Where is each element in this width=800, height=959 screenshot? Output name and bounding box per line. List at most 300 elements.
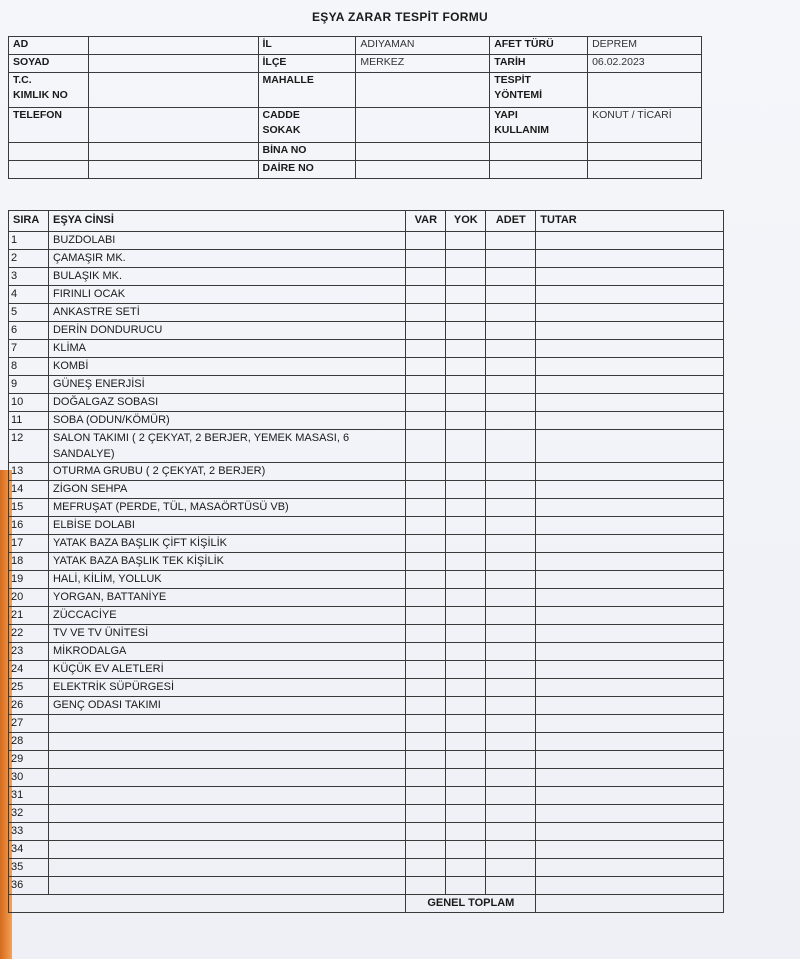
telefon-field[interactable]	[88, 108, 258, 143]
yok-check[interactable]	[446, 499, 486, 517]
row-number: 9	[9, 376, 49, 394]
row-number: 10	[9, 394, 49, 412]
tutar-field[interactable]	[536, 607, 724, 625]
row-number: 31	[9, 787, 49, 805]
adet-field[interactable]	[486, 499, 536, 517]
yok-check[interactable]	[446, 430, 486, 463]
var-check[interactable]	[406, 430, 446, 463]
tutar-field[interactable]	[536, 679, 724, 697]
tutar-field[interactable]	[536, 394, 724, 412]
yok-check[interactable]	[446, 232, 486, 250]
item-name[interactable]: SALON TAKIMI ( 2 ÇEKYAT, 2 BERJER, YEMEK MASASI, 6 SANDALYE)	[48, 430, 405, 463]
tutar-field[interactable]	[536, 430, 724, 463]
row-number: 1	[9, 232, 49, 250]
item-name[interactable]: ÇAMAŞIR MK.	[48, 250, 405, 268]
var-check[interactable]	[406, 733, 446, 751]
var-check[interactable]	[406, 499, 446, 517]
adet-field[interactable]	[486, 607, 536, 625]
tutar-field[interactable]	[536, 358, 724, 376]
row-number: 24	[9, 661, 49, 679]
telefon-label: TELEFON	[9, 108, 89, 143]
row-number: 30	[9, 769, 49, 787]
row-number: 26	[9, 697, 49, 715]
blank-cell	[88, 143, 258, 161]
table-row	[9, 358, 724, 376]
yok-check[interactable]	[446, 805, 486, 823]
tutar-field[interactable]	[536, 715, 724, 733]
yok-check[interactable]	[446, 463, 486, 481]
yok-check[interactable]	[446, 625, 486, 643]
yok-check[interactable]	[446, 304, 486, 322]
table-row	[9, 859, 724, 877]
afet-label: AFET TÜRÜ	[490, 37, 588, 55]
item-name[interactable]: MEFRUŞAT (PERDE, TÜL, MASAÖRTÜSÜ VB)	[48, 499, 405, 517]
var-check[interactable]	[406, 286, 446, 304]
row-number: 7	[9, 340, 49, 358]
tutar-field[interactable]	[536, 463, 724, 481]
adet-field[interactable]	[486, 250, 536, 268]
sokak-label: SOKAK	[262, 124, 301, 136]
var-check[interactable]	[406, 805, 446, 823]
table-row	[9, 661, 724, 679]
row-number: 18	[9, 553, 49, 571]
var-check[interactable]	[406, 268, 446, 286]
item-name[interactable]: ZÜCCACİYE	[48, 607, 405, 625]
var-check[interactable]	[406, 697, 446, 715]
table-row	[9, 805, 724, 823]
blank-cell	[9, 161, 89, 179]
table-row	[9, 535, 724, 553]
blank-cell	[9, 143, 89, 161]
row-number: 25	[9, 679, 49, 697]
adet-field[interactable]	[486, 697, 536, 715]
tutar-field[interactable]	[536, 250, 724, 268]
item-name[interactable]: ELEKTRİK SÜPÜRGESİ	[48, 679, 405, 697]
row-number: 4	[9, 286, 49, 304]
row-number: 8	[9, 358, 49, 376]
item-name[interactable]	[48, 787, 405, 805]
var-check[interactable]	[406, 358, 446, 376]
item-name[interactable]: KOMBİ	[48, 358, 405, 376]
row-number: 2	[9, 250, 49, 268]
item-name[interactable]	[48, 823, 405, 841]
soyad-label: SOYAD	[9, 55, 89, 73]
tutar-field[interactable]	[536, 751, 724, 769]
tutar-field[interactable]	[536, 571, 724, 589]
row-number: 15	[9, 499, 49, 517]
table-row	[9, 286, 724, 304]
table-row	[9, 715, 724, 733]
item-name[interactable]	[48, 877, 405, 895]
tutar-field[interactable]	[536, 877, 724, 895]
blank-cell	[588, 143, 702, 161]
item-name[interactable]	[48, 769, 405, 787]
var-check[interactable]	[406, 232, 446, 250]
item-name[interactable]	[48, 841, 405, 859]
tutar-field[interactable]	[536, 697, 724, 715]
row-number: 34	[9, 841, 49, 859]
cadde-label: CADDE	[262, 109, 300, 121]
tutar-field[interactable]	[536, 589, 724, 607]
row-number: 36	[9, 877, 49, 895]
row-number: 6	[9, 322, 49, 340]
yok-check[interactable]	[446, 697, 486, 715]
adet-field[interactable]	[486, 394, 536, 412]
mahalle-label: MAHALLE	[258, 73, 356, 108]
bina-label: BİNA NO	[258, 143, 356, 161]
var-check[interactable]	[406, 679, 446, 697]
var-check[interactable]	[406, 859, 446, 877]
row-number: 14	[9, 481, 49, 499]
yok-check[interactable]	[446, 535, 486, 553]
row-number: 21	[9, 607, 49, 625]
yok-check[interactable]	[446, 679, 486, 697]
tutar-field[interactable]	[536, 643, 724, 661]
var-check[interactable]	[406, 643, 446, 661]
var-check[interactable]	[406, 340, 446, 358]
yok-check[interactable]	[446, 517, 486, 535]
ad-field[interactable]	[88, 37, 258, 55]
yok-check[interactable]	[446, 376, 486, 394]
row-number: 11	[9, 412, 49, 430]
cadde-field[interactable]	[356, 108, 490, 143]
var-check[interactable]	[406, 394, 446, 412]
table-row	[9, 679, 724, 697]
item-name[interactable]: DOĞALGAZ SOBASI	[48, 394, 405, 412]
table-row	[9, 841, 724, 859]
var-check[interactable]	[406, 517, 446, 535]
blank-cell	[490, 143, 588, 161]
cadde-sokak-label	[258, 108, 356, 143]
item-name[interactable]: YATAK BAZA BAŞLIK TEK KİŞİLİK	[48, 553, 405, 571]
item-name[interactable]	[48, 715, 405, 733]
tarih-label: TARİH	[490, 55, 588, 73]
table-row	[9, 517, 724, 535]
var-check[interactable]	[406, 250, 446, 268]
row-number: 22	[9, 625, 49, 643]
row-number: 20	[9, 589, 49, 607]
yapi-label-cell	[490, 108, 588, 143]
item-name[interactable]: MİKRODALGA	[48, 643, 405, 661]
adet-field[interactable]	[486, 661, 536, 679]
ilce-value[interactable]: MERKEZ	[356, 55, 490, 73]
item-name[interactable]: BUZDOLABI	[48, 232, 405, 250]
item-name[interactable]	[48, 805, 405, 823]
yok-check[interactable]	[446, 859, 486, 877]
yok-check[interactable]	[446, 769, 486, 787]
blank-cell	[588, 161, 702, 179]
var-check[interactable]	[406, 751, 446, 769]
item-name[interactable]: ANKASTRE SETİ	[48, 304, 405, 322]
table-row	[9, 607, 724, 625]
yapi-value[interactable]: KONUT / TİCARİ	[588, 108, 702, 143]
yok-check[interactable]	[446, 412, 486, 430]
table-row	[9, 877, 724, 895]
table-row	[9, 322, 724, 340]
tutar-field[interactable]	[536, 859, 724, 877]
item-name[interactable]: YORGAN, BATTANİYE	[48, 589, 405, 607]
yok-check[interactable]	[446, 553, 486, 571]
table-row	[9, 751, 724, 769]
blank-cell	[490, 161, 588, 179]
tarih-value[interactable]: 06.02.2023	[588, 55, 702, 73]
yok-check[interactable]	[446, 358, 486, 376]
var-check[interactable]	[406, 571, 446, 589]
ilce-label: İLÇE	[258, 55, 356, 73]
row-number: 35	[9, 859, 49, 877]
table-row	[9, 733, 724, 751]
adet-field[interactable]	[486, 805, 536, 823]
yok-check[interactable]	[446, 268, 486, 286]
tutar-field[interactable]	[536, 232, 724, 250]
adet-field[interactable]	[486, 376, 536, 394]
kullanim-label: KULLANIM	[494, 124, 550, 136]
tespit-field[interactable]	[588, 73, 702, 108]
adet-field[interactable]	[486, 553, 536, 571]
var-check[interactable]	[406, 625, 446, 643]
var-header: VAR	[406, 211, 446, 232]
table-row	[9, 643, 724, 661]
adet-field[interactable]	[486, 232, 536, 250]
row-number: 28	[9, 733, 49, 751]
adet-field[interactable]	[486, 841, 536, 859]
var-check[interactable]	[406, 553, 446, 571]
tc-label: T.C.	[13, 74, 32, 86]
table-row	[9, 787, 724, 805]
tutar-field[interactable]	[536, 340, 724, 358]
item-name[interactable]: KÜÇÜK EV ALETLERİ	[48, 661, 405, 679]
yok-check[interactable]	[446, 286, 486, 304]
tutar-field[interactable]	[536, 322, 724, 340]
items-body	[9, 232, 724, 895]
bina-field[interactable]	[356, 143, 490, 161]
adet-header: ADET	[486, 211, 536, 232]
table-row	[9, 250, 724, 268]
adet-field[interactable]	[486, 322, 536, 340]
adet-field[interactable]	[486, 715, 536, 733]
var-check[interactable]	[406, 589, 446, 607]
adet-field[interactable]	[486, 769, 536, 787]
yok-check[interactable]	[446, 751, 486, 769]
item-name[interactable]: GÜNEŞ ENERJİSİ	[48, 376, 405, 394]
adet-field[interactable]	[486, 535, 536, 553]
row-number: 23	[9, 643, 49, 661]
table-row	[9, 499, 724, 517]
il-value[interactable]: ADIYAMAN	[356, 37, 490, 55]
tutar-field[interactable]	[536, 376, 724, 394]
yok-check[interactable]	[446, 607, 486, 625]
yapi-label: YAPI	[494, 109, 518, 121]
var-check[interactable]	[406, 841, 446, 859]
adet-field[interactable]	[486, 304, 536, 322]
table-row	[9, 823, 724, 841]
adet-field[interactable]	[486, 268, 536, 286]
var-check[interactable]	[406, 715, 446, 733]
adet-field[interactable]	[486, 877, 536, 895]
genel-toplam-field[interactable]	[536, 895, 724, 913]
yok-check[interactable]	[446, 733, 486, 751]
adet-field[interactable]	[486, 751, 536, 769]
tutar-field[interactable]	[536, 823, 724, 841]
tutar-field[interactable]	[536, 286, 724, 304]
form-title: EŞYA ZARAR TESPİT FORMU	[311, 10, 489, 24]
item-name[interactable]	[48, 859, 405, 877]
yok-check[interactable]	[446, 571, 486, 589]
table-row	[9, 304, 724, 322]
adet-field[interactable]	[486, 412, 536, 430]
var-check[interactable]	[406, 412, 446, 430]
tutar-field[interactable]	[536, 517, 724, 535]
item-name[interactable]: ELBİSE DOLABI	[48, 517, 405, 535]
tc-field[interactable]	[88, 73, 258, 108]
adet-field[interactable]	[486, 340, 536, 358]
adet-field[interactable]	[486, 787, 536, 805]
adet-field[interactable]	[486, 358, 536, 376]
table-row	[9, 232, 724, 250]
tutar-field[interactable]	[536, 535, 724, 553]
yok-check[interactable]	[446, 481, 486, 499]
adet-field[interactable]	[486, 625, 536, 643]
afet-value[interactable]: DEPREM	[588, 37, 702, 55]
row-number: 17	[9, 535, 49, 553]
row-number: 33	[9, 823, 49, 841]
kimlik-label: KIMLIK NO	[13, 89, 68, 101]
il-label: İL	[258, 37, 356, 55]
var-check[interactable]	[406, 769, 446, 787]
tutar-field[interactable]	[536, 769, 724, 787]
item-name[interactable]: HALİ, KİLİM, YOLLUK	[48, 571, 405, 589]
item-name[interactable]	[48, 733, 405, 751]
item-name[interactable]: FIRINLI OCAK	[48, 286, 405, 304]
table-row	[9, 697, 724, 715]
row-number: 16	[9, 517, 49, 535]
adet-field[interactable]	[486, 286, 536, 304]
blank-cell	[88, 161, 258, 179]
var-check[interactable]	[406, 535, 446, 553]
var-check[interactable]	[406, 463, 446, 481]
tutar-field[interactable]	[536, 787, 724, 805]
tutar-field[interactable]	[536, 553, 724, 571]
yok-check[interactable]	[446, 643, 486, 661]
yok-check[interactable]	[446, 823, 486, 841]
item-name[interactable]	[48, 751, 405, 769]
yok-check[interactable]	[446, 589, 486, 607]
tutar-field[interactable]	[536, 733, 724, 751]
yok-check[interactable]	[446, 661, 486, 679]
var-check[interactable]	[406, 787, 446, 805]
adet-field[interactable]	[486, 463, 536, 481]
var-check[interactable]	[406, 607, 446, 625]
ad-label: AD	[9, 37, 89, 55]
item-name[interactable]: YATAK BAZA BAŞLIK ÇİFT KİŞİLİK	[48, 535, 405, 553]
tutar-header: TUTAR	[536, 211, 724, 232]
row-number: 32	[9, 805, 49, 823]
var-check[interactable]	[406, 877, 446, 895]
row-number: 12	[9, 430, 49, 463]
item-name[interactable]: TV VE TV ÜNİTESİ	[48, 625, 405, 643]
soyad-field[interactable]	[88, 55, 258, 73]
yok-check[interactable]	[446, 394, 486, 412]
table-row	[9, 376, 724, 394]
var-check[interactable]	[406, 661, 446, 679]
tespit-label: TESPİT	[494, 74, 531, 86]
tutar-field[interactable]	[536, 481, 724, 499]
yok-check[interactable]	[446, 340, 486, 358]
table-row	[9, 553, 724, 571]
adet-field[interactable]	[486, 481, 536, 499]
adet-field[interactable]	[486, 859, 536, 877]
yontem-label: YÖNTEMİ	[494, 89, 543, 101]
table-row	[9, 571, 724, 589]
adet-field[interactable]	[486, 430, 536, 463]
yok-header: YOK	[446, 211, 486, 232]
adet-field[interactable]	[486, 589, 536, 607]
yok-check[interactable]	[446, 715, 486, 733]
var-check[interactable]	[406, 376, 446, 394]
genel-toplam-label: GENEL TOPLAM	[406, 895, 536, 913]
table-row	[9, 589, 724, 607]
row-number: 19	[9, 571, 49, 589]
footer-blank	[9, 895, 406, 913]
adet-field[interactable]	[486, 571, 536, 589]
item-name[interactable]: GENÇ ODASI TAKIMI	[48, 697, 405, 715]
personal-info-table	[8, 36, 702, 179]
item-name[interactable]: ZİGON SEHPA	[48, 481, 405, 499]
tutar-field[interactable]	[536, 661, 724, 679]
adet-field[interactable]	[486, 679, 536, 697]
item-name[interactable]: KLİMA	[48, 340, 405, 358]
item-name[interactable]: DERİN DONDURUCU	[48, 322, 405, 340]
table-row	[9, 412, 724, 430]
tutar-field[interactable]	[536, 625, 724, 643]
var-check[interactable]	[406, 322, 446, 340]
items-table	[8, 210, 724, 913]
item-name[interactable]: SOBA (ODUN/KÖMÜR)	[48, 412, 405, 430]
tutar-field[interactable]	[536, 499, 724, 517]
item-name[interactable]: OTURMA GRUBU ( 2 ÇEKYAT, 2 BERJER)	[48, 463, 405, 481]
tutar-field[interactable]	[536, 412, 724, 430]
adet-field[interactable]	[486, 733, 536, 751]
table-row	[9, 340, 724, 358]
adet-field[interactable]	[486, 517, 536, 535]
daire-field[interactable]	[356, 161, 490, 179]
table-row	[9, 769, 724, 787]
tc-kimlik-label	[9, 73, 89, 108]
var-check[interactable]	[406, 304, 446, 322]
yok-check[interactable]	[446, 322, 486, 340]
yok-check[interactable]	[446, 787, 486, 805]
yok-check[interactable]	[446, 250, 486, 268]
table-row	[9, 625, 724, 643]
yok-check[interactable]	[446, 877, 486, 895]
tutar-field[interactable]	[536, 841, 724, 859]
item-name[interactable]: BULAŞIK MK.	[48, 268, 405, 286]
tespit-label-cell	[490, 73, 588, 108]
adet-field[interactable]	[486, 823, 536, 841]
adet-field[interactable]	[486, 643, 536, 661]
yok-check[interactable]	[446, 841, 486, 859]
mahalle-field[interactable]	[356, 73, 490, 108]
tutar-field[interactable]	[536, 805, 724, 823]
table-row	[9, 394, 724, 412]
table-row	[9, 463, 724, 481]
row-number: 27	[9, 715, 49, 733]
row-number: 3	[9, 268, 49, 286]
var-check[interactable]	[406, 481, 446, 499]
var-check[interactable]	[406, 823, 446, 841]
tutar-field[interactable]	[536, 268, 724, 286]
tutar-field[interactable]	[536, 304, 724, 322]
